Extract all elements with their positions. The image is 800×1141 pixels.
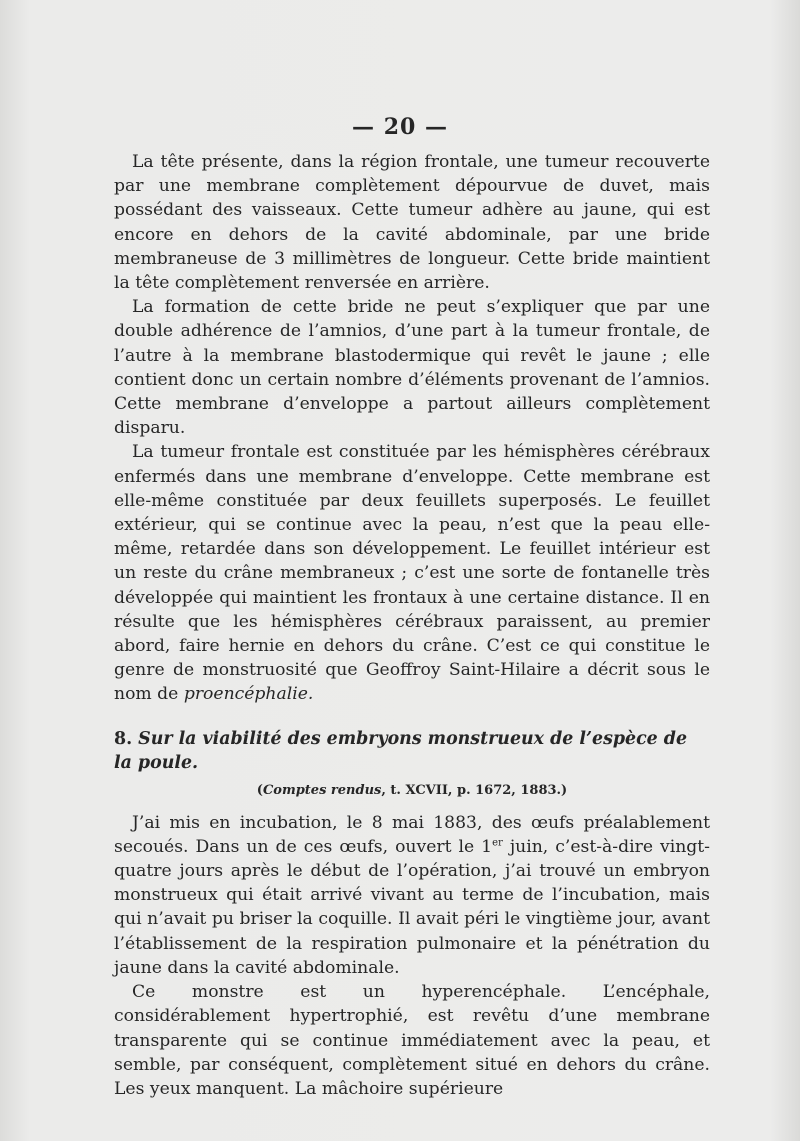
paragraph-tumeur-frontale: La tête présente, dans la région frontale, une tumeur recouverte par une membrane complètement dépourvue de duvet, mais possédant des vaisseaux. Cette tumeur adhère au jaune, qui est encore en dehors de la cavité abdominale, par une bride membraneuse de 3 millimètres de longueur. Cette bride maintient la tête complètement renversée en arrière. <box>114 152 710 294</box>
paragraph-bride: La formation de cette bride ne peut s’expliquer que par une double adhérence de l’amnios, d’une part à la tumeur frontale, de l’autre à la membrane blastodermique qui revêt le jaune ; elle contient donc un certain nombre d’éléments provenant de l’amnios. Cette membrane d’enveloppe a partout ailleurs complètement disparu. <box>114 297 710 439</box>
page-number: — 20 — <box>352 114 448 140</box>
paragraph-hyperencephale: Ce monstre est un hyperencéphale. L’encéphale, considérablement hypertrophié, est revêtu d’une membrane transparente qui se continue immédiatement avec la peau, et semble, par conséquent, complètement situé en dehors du crâne. Les yeux manquent. La mâchoire supérieure <box>114 982 710 1099</box>
citation-journal: Comptes rendus <box>262 782 382 798</box>
section-title: Sur la viabilité des embryons monstrueux de l’espèce de la poule. <box>114 728 688 773</box>
paragraph-incubation <box>114 811 710 980</box>
paragraph-incubation-part2: juin, c’est-à-dire vingt-quatre jours après le début de l’opération, j’ai trouvé un embryon monstrueux qui était arrivé vivant au terme de l’incubation, mais qui n’avait pu briser la coquille. Il avait péri le vingtième jour, avant l’établissement de la respiration pulmonaire et la pénétration du jaune dans la cavité abdominale. <box>114 836 710 978</box>
citation-open: ( <box>256 782 263 798</box>
citation-details: , t. XCVII, p. 1672, 1883.) <box>381 782 568 798</box>
paragraph-proencephalie <box>114 440 710 706</box>
citation <box>114 781 710 801</box>
ordinal-superscript: er <box>492 837 503 849</box>
section-number: 8. <box>114 728 133 749</box>
body-text <box>114 150 710 1101</box>
paragraph-proencephalie-text: La tumeur frontale est constituée par les hémisphères cérébraux enfermés dans une membrane d’enveloppe. Cette membrane est elle-même constituée par deux feuillets superposés. Le feuillet extérieur, qui se continue avec la peau, n’est que la peau elle-même, retardée dans son développement. Le feuillet intérieur est un reste du crâne membraneux ; c’est une sorte de fontanelle très développée qui maintient les frontaux à une certaine distance. Il en résulte que les hémisphères cérébraux paraissent, au premier abord, faire hernie en dehors du crâne. C’est ce qui constitue le genre de monstruosité que Geoffroy Saint-Hilaire a décrit sous le nom de <box>114 442 710 705</box>
term-proencephalie: proencéphalie. <box>183 684 314 705</box>
paragraph-incubation-part1: J’ai mis en incubation, le 8 mai 1883, des œufs préalablement secoués. Dans un de ces œufs, ouvert le 1 <box>114 812 710 857</box>
section-heading <box>114 727 710 775</box>
